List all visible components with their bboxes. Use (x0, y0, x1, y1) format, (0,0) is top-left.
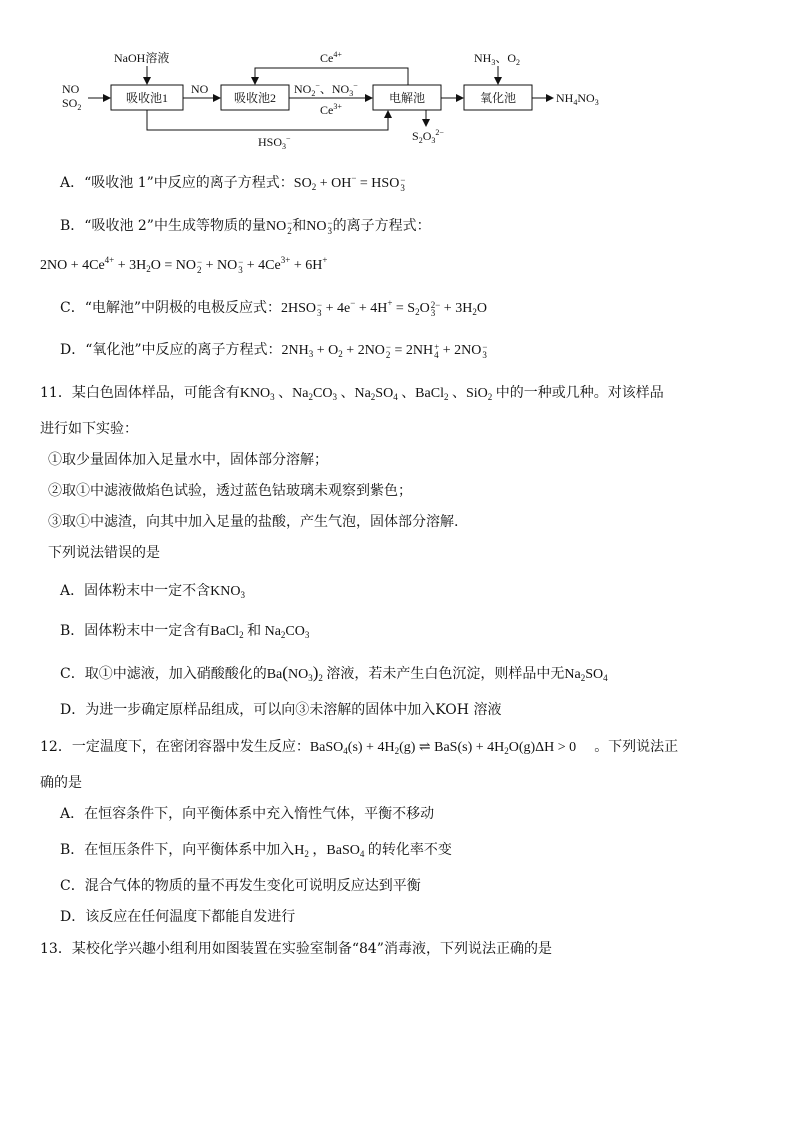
nh4no3-label: $NH_4NO_3$ (556, 91, 599, 107)
q13-stem: 13．某校化学兴趣小组利用如图装置在实验室制备“84”消毒液，下列说法正确的是 (40, 941, 552, 957)
q11-option-a: A．固体粉末中一定不含$KNO_3$ (60, 583, 245, 600)
arrow-no-label: NO (191, 82, 209, 96)
q10-option-d: D．“氧化池”中反应的离子方程式：$2NH_3 + O_2 + 2NO$ − 2 = 2NH + 4 + 2NO − 3 (60, 341, 488, 360)
q12-stem-2: 确的是 (40, 775, 82, 791)
q10-option-a: A．“吸收池 1”中反应的离子方程式：$SO_2 + OH^-$ = HSO − 3 (60, 173, 406, 193)
ce3-label: $Ce^{3+}$ (320, 102, 342, 117)
no2-no3-label: $NO_2^-$、$NO_3^-$ (294, 81, 358, 98)
absorber-2-label: 吸收池2 (233, 91, 277, 105)
naoh-label: NaOH溶液 (114, 51, 170, 65)
q11-option-c: C．取①中滤液，加入硝酸酸化的$Ba(NO_3)_2$ 溶液，若未产生白色沉淀，则样品中无$Na_2SO_4$ (60, 663, 608, 683)
q11-option-d: D．为进一步确定原样品组成，可以向③未溶解的固体中加入KOH 溶液 (60, 702, 502, 718)
q11-stem-2: 进行如下实验： (40, 421, 138, 437)
q12-equation: BaSO$_4$(s) + $4H_2(g)$ ⇌ $BaS(s) + 4H_2O(g)\Delta H > 0$ (309, 740, 577, 756)
input-so2: $SO_2$ (62, 96, 82, 112)
q10-option-c: C．“电解池”中阴极的电极反应式：2HSO − 3 + $4e^- + 4H^+ = S_2O$ 2− 3 + $3H_2O$ (60, 298, 487, 318)
q12-option-c: C．混合气体的物质的量不再发生变化可说明反应达到平衡 (60, 878, 421, 894)
q12-option-a: A．在恒容条件下，向平衡体系中充入惰性气体，平衡不移动 (60, 806, 435, 822)
q10-c-equation: 2HSO − 3 + $4e^- + 4H^+ = S_2O$ 2− 3 + $3H_2O$ (281, 298, 487, 318)
s2o3-label: $S_2O_3^{2-}$ (412, 128, 444, 145)
absorber-1-label: 吸收池1 (125, 91, 169, 105)
process-flow-diagram (0, 0, 794, 160)
input-no: NO (62, 82, 80, 96)
q10-d-equation: $2NH_3 + O_2 + 2NO$ − 2 = 2NH + 4 + 2NO − 3 (281, 341, 488, 360)
q12-stem: 12．一定温度下，在密闭容器中发生反应：BaSO$_4$(s) + $4H_2(g)$ ⇌ $BaS(s) + 4H_2O(g)\Delta H > 0$ 。下列说法正 (40, 739, 679, 756)
q11-step-3: ③取①中滤渣，向其中加入足量的盐酸，产生气泡，固体部分溶解. (48, 514, 459, 530)
hso3-label: $HSO_3^-$ (258, 134, 291, 151)
q12-option-d: D．该反应在任何温度下都能自发进行 (60, 909, 296, 925)
q11-stem: 11．某白色固体样品，可能含有$KNO_3$ 、$Na_2CO_3$ 、$Na_2SO_4$ 、BaCl$_2$ 、SiO$_2$ 中的一种或几种。对该样品 (40, 385, 664, 402)
q12-option-b: B．在恒压条件下，向平衡体系中加入$H_2$ ，BaSO$_4$ 的转化率不变 (60, 842, 452, 859)
q10-option-b: B．“吸收池 2”中生成等物质的量NO − 2 和NO − 3 的离子方程式： (60, 217, 431, 236)
q11-option-b: B．固体粉末中一定含有BaCl$_2$ 和 $Na_2CO_3$ (60, 623, 310, 640)
nh3-o2-label: $NH_3$、$O_2$ (474, 51, 521, 67)
electrolyzer-label: 电解池 (388, 91, 426, 105)
q10-b-equation: $2NO + 4Ce^{4+} + 3H_2O$ = NO − 2 + NO − 3 + $4Ce^{3+} + 6H^+$ (40, 255, 328, 275)
q11-step-1: ①取少量固体加入足量水中，固体部分溶解； (48, 452, 328, 468)
oxidizer-label: 氧化池 (479, 91, 517, 105)
q10-a-equation: $SO_2 + OH^-$ = HSO − 3 (293, 173, 406, 193)
ce4-label: $Ce^{4+}$ (320, 50, 342, 65)
q11-step-2: ②取①中滤液做焰色试验，透过蓝色钴玻璃未观察到紫色； (48, 483, 412, 499)
q11-question: 下列说法错误的是 (48, 545, 160, 561)
